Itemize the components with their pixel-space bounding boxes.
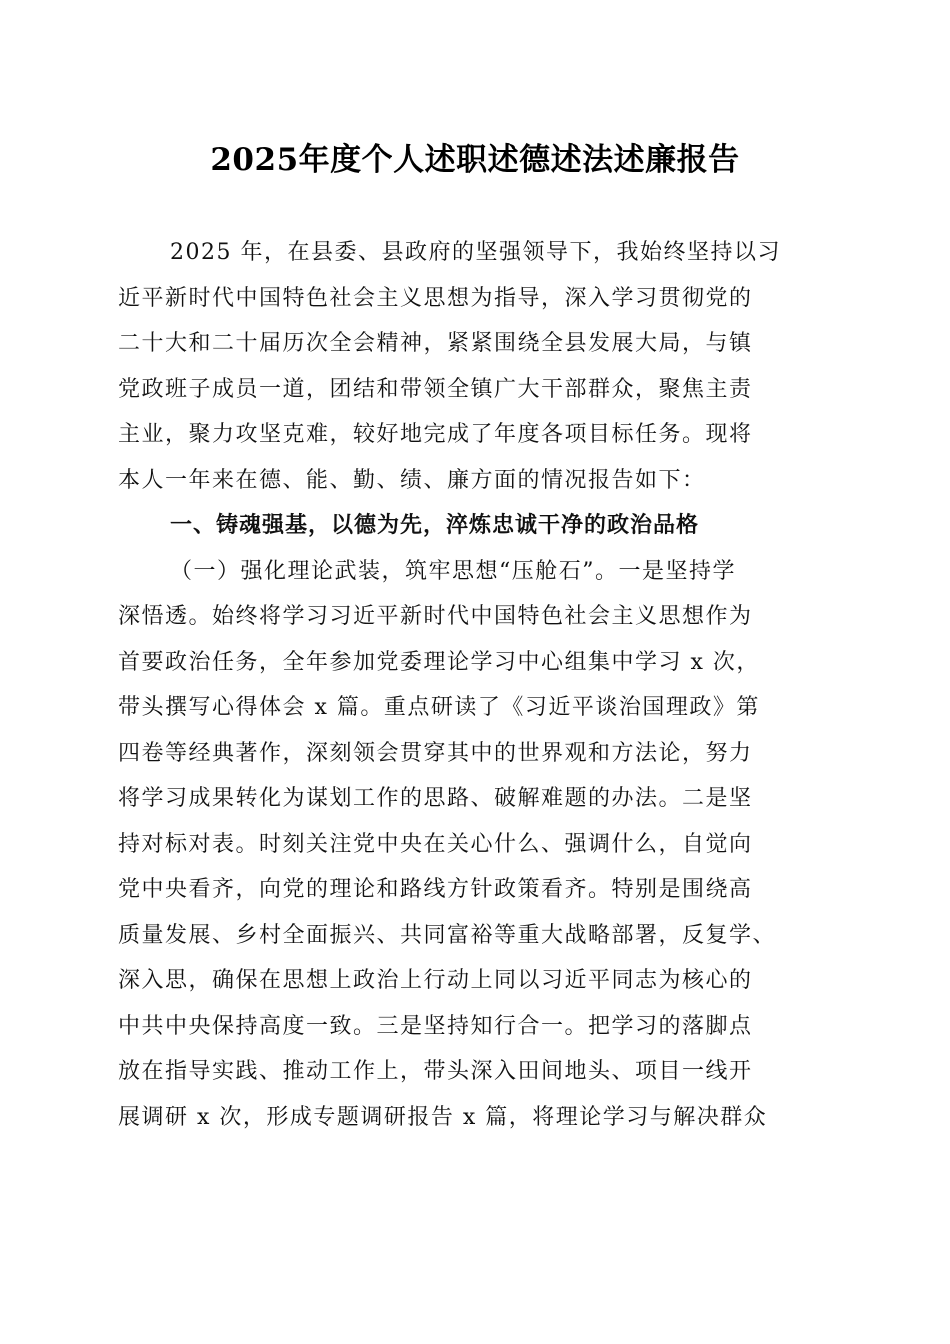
paragraph-line: 深入思，确保在思想上政治上行动上同以习近平同志为核心的 [118,968,753,993]
paragraph-line: 四卷等经典著作，深刻领会贯穿其中的世界观和方法论，努力 [118,740,753,766]
paragraph-line: 将学习成果转化为谋划工作的思路、破解难题的办法。二是坚 [118,786,753,811]
paragraph-line: 本人一年来在德、能、勤、绩、廉方面的情况报告如下： [118,467,706,493]
paragraph-line: 持对标对表。时刻关注党中央在关心什么、强调什么，自觉向 [118,831,753,857]
paragraph-line: 主业，聚力攻坚克难，较好地完成了年度各项目标任务。现将 [118,422,753,447]
paragraph-line: 中共中央保持高度一致。三是坚持知行合一。把学习的落脚点 [118,1013,753,1039]
document-title: 2025年度个人述职述德述法述廉报告 [210,142,740,178]
paragraph-line: 展调研 x 次，形成专题调研报告 x 篇，将理论学习与解决群众 [118,1104,768,1130]
paragraph-line: 质量发展、乡村全面振兴、共同富裕等重大战略部署，反复学、 [118,922,777,948]
paragraph-line: 党政班子成员一道，团结和带领全镇广大干部群众，聚焦主责 [118,376,753,402]
paragraph-line: 首要政治任务，全年参加党委理论学习中心组集中学习 x 次， [118,649,760,675]
section-heading: 一、铸魂强基，以德为先，淬炼忠诚干净的政治品格 [170,513,700,538]
paragraph-line: 党中央看齐，向党的理论和路线方针政策看齐。特别是围绕高 [118,877,753,902]
paragraph-line: 2025 年，在县委、县政府的坚强领导下，我始终坚持以习 [170,240,781,265]
document-body [118,230,838,1140]
paragraph-line: 带头撰写心得体会 x 篇。重点研读了《习近平谈治国理政》第 [118,695,760,720]
paragraph-line: 深悟透。始终将学习习近平新时代中国特色社会主义思想作为 [118,604,753,629]
paragraph-line: （一）强化理论武装，筑牢思想“压舱石”。一是坚持学 [170,558,736,584]
paragraph-line: 近平新时代中国特色社会主义思想为指导，深入学习贯彻党的 [118,285,753,311]
paragraph-line: 二十大和二十届历次全会精神，紧紧围绕全县发展大局，与镇 [118,331,753,356]
paragraph-line: 放在指导实践、推动工作上，带头深入田间地头、项目一线开 [118,1059,753,1084]
